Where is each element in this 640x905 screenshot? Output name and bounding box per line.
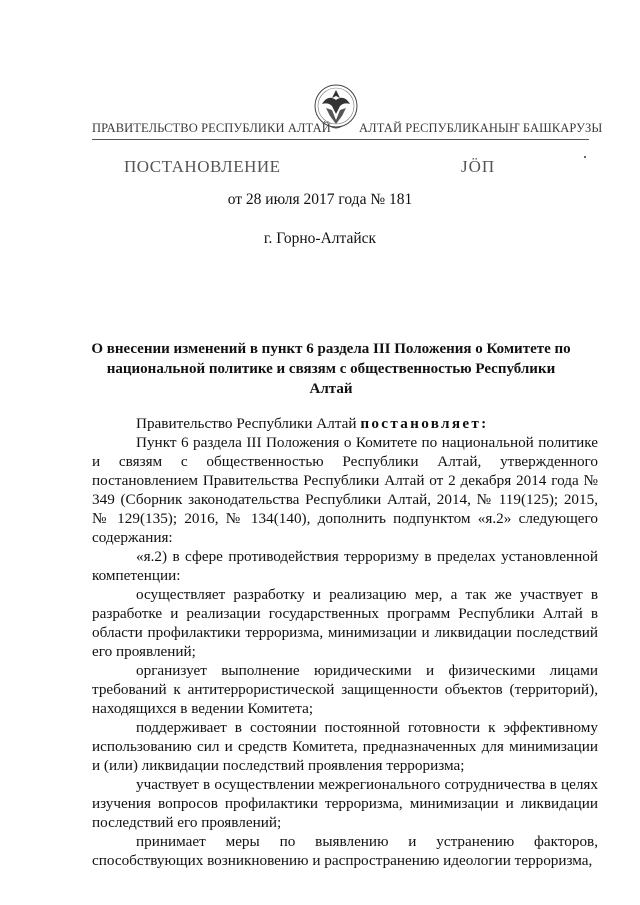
paragraph-main: Пункт 6 раздела III Положения о Комитете по национальной политике и связям с общественностью Республики Алтай, утвержденного постановлением Правительства Республики Алтай от 2 декабря 2014 года № 349 (Сборник законодательства Республики Алтай, 2014, № 119(125); 2015, № 129(135); 2016, № 134(140), дополнить подпунктом «я.2» следующего содержания: bbox=[92, 434, 598, 546]
decree-verb: постановляет: bbox=[360, 415, 489, 432]
republic-altai-emblem-icon bbox=[312, 80, 360, 136]
document-date-number: от 28 июля 2017 года № 181 bbox=[227, 191, 413, 208]
document-type-altai: JӦП bbox=[461, 157, 496, 176]
paragraph-subclause: «я.2) в сфере противодействия терроризму в пределах установленной компетенции: bbox=[92, 548, 598, 584]
paragraph-item: осуществляет разработку и реализацию мер, а так же участвует в разработке и реализации государственных программ Республики Алтай в области профилактики терроризма, минимизации и ликвидации последствий его проявлений; bbox=[92, 586, 598, 660]
scan-speck bbox=[584, 156, 586, 158]
paragraph-item: поддерживает в состоянии постоянной готовности к эффективному использованию сил и средств Комитета, предназначенных для минимизации и (или) ликвидации последствий проявления терроризма; bbox=[92, 719, 598, 774]
document-body bbox=[92, 414, 598, 870]
header-rule bbox=[92, 139, 589, 140]
paragraph-item: принимает меры по выявлению и устранению факторов, способствующих возникновению и распространению идеологии терроризма, bbox=[92, 833, 598, 869]
government-name-altai: АЛТАЙ РЕСПУБЛИКАНЫҤ БАШКАРУЗЫ bbox=[359, 121, 603, 135]
paragraph-item: участвует в осуществлении межрегионального сотрудничества в целях изучения вопросов профилактики терроризма, минимизации и ликвидации последствий его проявлений; bbox=[92, 776, 598, 831]
document-title: О внесении изменений в пункт 6 раздела III Положения о Комитете по национальной политике и связям с общественностью Республики Алтай bbox=[91, 341, 571, 397]
document-type-russian: ПОСТАНОВЛЕНИЕ bbox=[124, 157, 281, 176]
decree-lead bbox=[92, 414, 598, 433]
government-name-russian: ПРАВИТЕЛЬСТВО РЕСПУБЛИКИ АЛТАЙ bbox=[92, 121, 331, 135]
decree-subject: Правительство Республики Алтай bbox=[136, 415, 357, 432]
paragraph-item: организует выполнение юридическими и физическими лицами требований к антитеррористической защищенности объектов (территорий), находящихся в ведении Комитета; bbox=[92, 662, 598, 717]
document-city: г. Горно-Алтайск bbox=[263, 230, 377, 247]
